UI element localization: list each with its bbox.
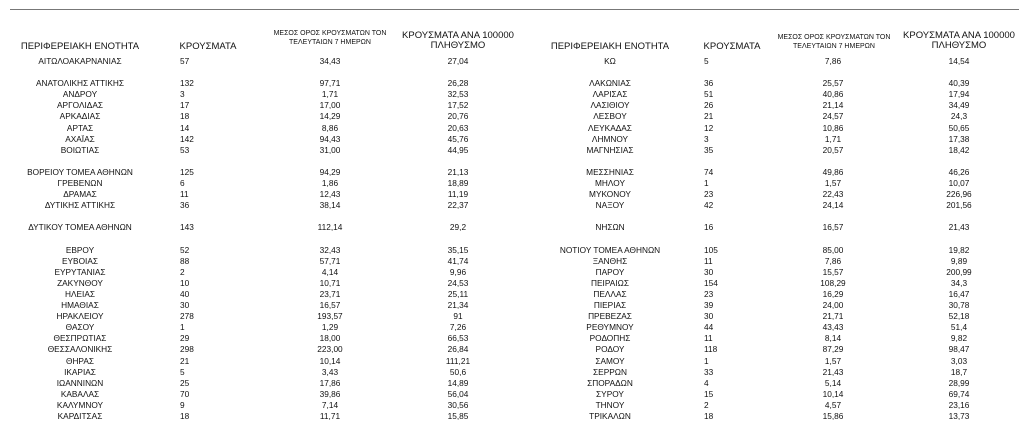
right-cases-cell: 21 [704, 111, 714, 122]
left-cases-cell: 125 [180, 166, 194, 177]
right-per-100k-cell: 30,78 [948, 300, 970, 311]
right-average-7d-cell: 4,57 [824, 399, 842, 410]
left-per-100k-cell: 32,53 [447, 89, 469, 100]
spacer-row [0, 67, 1024, 78]
right-per-100k-cell: 34,49 [948, 100, 970, 111]
left-average-7d-cell: 1,71 [321, 89, 339, 100]
table-row [0, 200, 1024, 211]
left-cases-cell: 9 [180, 399, 185, 410]
left-average-7d-cell: 8,86 [321, 122, 339, 133]
left-average-7d-cell: 94,43 [319, 133, 341, 144]
left-average-7d-cell: 97,71 [319, 78, 341, 89]
table-row [0, 78, 1024, 89]
left-region-cell: ΗΡΑΚΛΕΙΟΥ [56, 311, 104, 322]
right-per-100k-cell: 17,38 [948, 133, 970, 144]
spacer-row [0, 234, 1024, 245]
right-average-7d-cell: 20,57 [822, 144, 844, 155]
left-cases-cell: 5 [180, 366, 185, 377]
left-cases-cell: 30 [180, 300, 190, 311]
right-cases-cell: 42 [704, 200, 714, 211]
left-per-100k-cell: 21,13 [447, 166, 469, 177]
left-cases-cell: 70 [180, 388, 190, 399]
right-per-100k-cell: 46,26 [948, 166, 970, 177]
right-cases-cell: 74 [704, 166, 714, 177]
left-average-7d-cell: 23,71 [319, 288, 341, 299]
right-region-cell: ΛΗΜΝΟΥ [591, 133, 629, 144]
right-average-7d-cell: 1,57 [824, 355, 842, 366]
table-row [0, 289, 1024, 300]
right-cases-cell: 18 [704, 411, 714, 421]
left-average-7d-cell: 17,00 [319, 100, 341, 111]
right-cases-cell: 154 [704, 277, 718, 288]
right-region-cell: ΠΕΛΛΑΣ [593, 288, 627, 299]
header-per100k-left [400, 31, 516, 51]
right-region-cell: ΡΕΘΥΜΝΟΥ [586, 322, 634, 333]
left-region-cell: ΒΟΡΕΙΟΥ ΤΟΜΕΑ ΑΘΗΝΩΝ [27, 166, 133, 177]
right-region-cell: ΜΑΓΝΗΣΙΑΣ [586, 144, 634, 155]
header-per100k-right-line2: ΠΛΗΘΥΣΜΟ [931, 40, 987, 51]
right-cases-cell: 11 [704, 255, 713, 266]
left-average-7d-cell: 16,57 [319, 300, 341, 311]
right-average-7d-cell: 10,14 [822, 388, 844, 399]
left-average-7d-cell: 18,00 [319, 333, 341, 344]
right-average-7d-cell: 15,86 [822, 411, 844, 421]
data-table [0, 56, 1024, 422]
right-cases-cell: 105 [704, 244, 718, 255]
left-cases-cell: 21 [180, 355, 190, 366]
left-region-cell: ΕΥΒΟΙΑΣ [61, 255, 99, 266]
right-average-7d-cell: 25,57 [822, 78, 844, 89]
left-cases-cell: 18 [180, 111, 190, 122]
left-region-cell: ΑΝΔΡΟΥ [62, 89, 98, 100]
right-average-7d-cell: 21,43 [822, 366, 844, 377]
left-average-7d-cell: 4,14 [321, 266, 339, 277]
left-per-100k-cell: 41,74 [447, 255, 469, 266]
header-region-right: ΠΕΡΙΦΕΡΕΙΑΚΗ ΕΝΟΤΗΤΑ [550, 41, 670, 52]
left-per-100k-cell: 21,34 [447, 300, 469, 311]
right-region-cell: ΛΕΥΚΑΔΑΣ [588, 122, 632, 133]
right-region-cell: ΣΠΟΡΑΔΩΝ [587, 377, 633, 388]
right-region-cell: ΠΕΙΡΑΙΩΣ [591, 277, 629, 288]
right-region-cell: ΠΑΡΟΥ [595, 266, 625, 277]
right-cases-cell: 4 [704, 377, 709, 388]
left-per-100k-cell: 91 [453, 311, 463, 322]
right-per-100k-cell: 51,4 [950, 322, 968, 333]
right-cases-cell: 3 [704, 133, 709, 144]
left-average-7d-cell: 223,00 [317, 344, 343, 355]
spacer-row [0, 156, 1024, 167]
right-per-100k-cell: 16,47 [948, 288, 970, 299]
left-average-7d-cell: 31,00 [319, 144, 341, 155]
right-per-100k-cell: 21,43 [948, 222, 970, 233]
table-row [0, 389, 1024, 400]
right-cases-cell: 1 [704, 355, 709, 366]
left-cases-cell: 3 [180, 89, 185, 100]
table-row [0, 134, 1024, 145]
right-region-cell: ΣΑΜΟΥ [595, 355, 625, 366]
left-region-cell: ΚΑΡΔΙΤΣΑΣ [57, 411, 103, 421]
top-rule [10, 9, 1019, 10]
right-cases-cell: 12 [704, 122, 714, 133]
table-row [0, 322, 1024, 333]
left-average-7d-cell: 94,29 [319, 166, 341, 177]
table-row [0, 267, 1024, 278]
left-cases-cell: 52 [180, 244, 190, 255]
left-per-100k-cell: 14,89 [447, 377, 469, 388]
left-cases-cell: 18 [180, 411, 190, 421]
header-average-right [766, 33, 902, 51]
left-region-cell: ΔΥΤΙΚΗΣ ΑΤΤΙΚΗΣ [44, 200, 116, 211]
right-average-7d-cell: 49,86 [822, 166, 844, 177]
left-cases-cell: 142 [180, 133, 194, 144]
header-cases-left: ΚΡΟΥΣΜΑΤΑ [179, 41, 237, 52]
table-row [0, 400, 1024, 411]
left-cases-cell: 10 [180, 277, 190, 288]
right-cases-cell: 11 [704, 333, 713, 344]
right-average-7d-cell: 7,86 [824, 56, 842, 66]
right-cases-cell: 36 [704, 78, 714, 89]
left-average-7d-cell: 3,43 [321, 366, 339, 377]
left-region-cell: ΑΡΤΑΣ [66, 122, 94, 133]
left-average-7d-cell: 1,86 [321, 178, 339, 189]
right-average-7d-cell: 1,57 [824, 178, 842, 189]
right-cases-cell: 33 [704, 366, 714, 377]
left-cases-cell: 14 [180, 122, 190, 133]
table-row [0, 111, 1024, 122]
left-per-100k-cell: 18,89 [447, 178, 469, 189]
right-average-7d-cell: 7,86 [824, 255, 842, 266]
left-per-100k-cell: 11,19 [447, 189, 469, 200]
right-cases-cell: 39 [704, 300, 714, 311]
left-per-100k-cell: 45,76 [447, 133, 469, 144]
right-region-cell: ΞΑΝΘΗΣ [592, 255, 628, 266]
left-cases-cell: 36 [180, 200, 190, 211]
table-row [0, 256, 1024, 267]
left-cases-cell: 57 [180, 56, 190, 66]
spacer-row [0, 211, 1024, 222]
left-region-cell: ΙΩΑΝΝΙΝΩΝ [56, 377, 104, 388]
left-region-cell: ΗΛΕΙΑΣ [64, 288, 96, 299]
left-average-7d-cell: 34,43 [319, 56, 341, 66]
right-per-100k-cell: 24,3 [950, 111, 968, 122]
right-average-7d-cell: 16,29 [822, 288, 844, 299]
left-cases-cell: 11 [180, 189, 189, 200]
left-cases-cell: 40 [180, 288, 190, 299]
left-region-cell: ΘΕΣΣΑΛΟΝΙΚΗΣ [47, 344, 113, 355]
left-region-cell: ΑΡΓΟΛΙΔΑΣ [57, 100, 103, 111]
table-row [0, 378, 1024, 389]
left-per-100k-cell: 35,15 [447, 244, 469, 255]
right-per-100k-cell: 28,99 [948, 377, 970, 388]
left-per-100k-cell: 27,04 [447, 56, 469, 66]
left-per-100k-cell: 56,04 [447, 388, 469, 399]
right-region-cell: ΤΡΙΚΑΛΩΝ [589, 411, 631, 421]
left-per-100k-cell: 22,37 [447, 200, 469, 211]
left-average-7d-cell: 38,14 [319, 200, 341, 211]
right-cases-cell: 5 [704, 56, 709, 66]
right-average-7d-cell: 87,29 [822, 344, 844, 355]
left-average-7d-cell: 193,57 [317, 311, 343, 322]
right-per-100k-cell: 9,89 [950, 255, 968, 266]
right-cases-cell: 26 [704, 100, 714, 111]
left-region-cell: ΑΧΑΪΑΣ [65, 133, 95, 144]
table-row [0, 245, 1024, 256]
right-region-cell: ΝΑΞΟΥ [595, 200, 625, 211]
right-region-cell: ΤΗΝΟΥ [595, 399, 625, 410]
right-region-cell: ΝΗΣΩΝ [595, 222, 625, 233]
left-region-cell: ΒΟΙΩΤΙΑΣ [60, 144, 100, 155]
left-average-7d-cell: 17,86 [319, 377, 341, 388]
right-average-7d-cell: 5,14 [824, 377, 842, 388]
left-per-100k-cell: 44,95 [447, 144, 469, 155]
left-region-cell: ΚΑΒΑΛΑΣ [60, 388, 100, 399]
right-per-100k-cell: 19,82 [948, 244, 970, 255]
left-region-cell: ΘΗΡΑΣ [65, 355, 95, 366]
right-per-100k-cell: 69,74 [948, 388, 970, 399]
right-average-7d-cell: 24,57 [822, 111, 844, 122]
header-average-left-line2: ΤΕΛΕΥΤΑΙΩΝ 7 ΗΜΕΡΩΝ [289, 39, 371, 46]
right-average-7d-cell: 10,86 [822, 122, 844, 133]
left-cases-cell: 2 [180, 266, 185, 277]
right-average-7d-cell: 43,43 [822, 322, 844, 333]
right-region-cell: ΚΩ [604, 56, 616, 66]
right-region-cell: ΜΗΛΟΥ [595, 178, 625, 189]
left-per-100k-cell: 20,76 [447, 111, 469, 122]
right-average-7d-cell: 40,86 [822, 89, 844, 100]
right-per-100k-cell: 3,03 [950, 355, 968, 366]
table-row [0, 123, 1024, 134]
right-cases-cell: 23 [704, 288, 714, 299]
right-cases-cell: 23 [704, 189, 714, 200]
left-per-100k-cell: 15,85 [447, 411, 469, 421]
left-per-100k-cell: 26,28 [447, 78, 469, 89]
table-row [0, 56, 1024, 67]
left-cases-cell: 88 [180, 255, 190, 266]
left-region-cell: ΑΙΤΩΛΟΑΚΑΡΝΑΝΙΑΣ [38, 56, 122, 66]
left-per-100k-cell: 30,56 [447, 399, 469, 410]
left-cases-cell: 298 [180, 344, 194, 355]
left-region-cell: ΔΡΑΜΑΣ [63, 189, 97, 200]
right-per-100k-cell: 226,96 [946, 189, 972, 200]
right-average-7d-cell: 21,71 [822, 311, 844, 322]
left-per-100k-cell: 17,52 [447, 100, 469, 111]
right-per-100k-cell: 52,18 [948, 311, 970, 322]
left-average-7d-cell: 39,86 [319, 388, 341, 399]
left-cases-cell: 6 [180, 178, 185, 189]
right-per-100k-cell: 10,07 [948, 178, 970, 189]
left-cases-cell: 29 [180, 333, 190, 344]
left-per-100k-cell: 20,63 [447, 122, 469, 133]
table-row [0, 100, 1024, 111]
left-region-cell: ΖΑΚΥΝΘΟΥ [57, 277, 103, 288]
left-per-100k-cell: 50,6 [449, 366, 467, 377]
right-region-cell: ΠΡΕΒΕΖΑΣ [588, 311, 632, 322]
left-average-7d-cell: 112,14 [317, 222, 343, 233]
left-region-cell: ΙΚΑΡΙΑΣ [64, 366, 96, 377]
header-per100k-left-line1: ΚΡΟΥΣΜΑΤΑ ΑΝΑ 100000 [402, 30, 514, 41]
table-row [0, 367, 1024, 378]
table-row [0, 178, 1024, 189]
right-per-100k-cell: 201,56 [946, 200, 972, 211]
left-region-cell: ΘΕΣΠΡΩΤΙΑΣ [53, 333, 107, 344]
left-per-100k-cell: 26,84 [447, 344, 469, 355]
right-average-7d-cell: 16,57 [822, 222, 844, 233]
left-per-100k-cell: 7,26 [449, 322, 467, 333]
right-cases-cell: 1 [704, 178, 709, 189]
right-region-cell: ΡΟΔΟΥ [595, 344, 625, 355]
right-average-7d-cell: 1,71 [824, 133, 842, 144]
right-average-7d-cell: 21,14 [822, 100, 844, 111]
table-row [0, 145, 1024, 156]
left-per-100k-cell: 29,2 [449, 222, 467, 233]
left-per-100k-cell: 66,53 [447, 333, 469, 344]
right-cases-cell: 30 [704, 266, 714, 277]
header-average-left [262, 29, 398, 47]
right-region-cell: ΛΕΣΒΟΥ [593, 111, 627, 122]
right-average-7d-cell: 8,14 [824, 333, 842, 344]
left-region-cell: ΔΥΤΙΚΟΥ ΤΟΜΕΑ ΑΘΗΝΩΝ [28, 222, 132, 233]
left-region-cell: ΚΑΛΥΜΝΟΥ [56, 399, 104, 410]
left-region-cell: ΕΥΡΥΤΑΝΙΑΣ [54, 266, 106, 277]
left-average-7d-cell: 1,29 [321, 322, 339, 333]
left-region-cell: ΘΑΣΟΥ [65, 322, 95, 333]
right-cases-cell: 30 [704, 311, 714, 322]
right-average-7d-cell: 24,14 [822, 200, 844, 211]
right-cases-cell: 118 [704, 344, 718, 355]
left-cases-cell: 278 [180, 311, 194, 322]
left-average-7d-cell: 32,43 [319, 244, 341, 255]
right-per-100k-cell: 14,54 [948, 56, 970, 66]
left-cases-cell: 1 [180, 322, 185, 333]
table-row [0, 356, 1024, 367]
right-region-cell: ΝΟΤΙΟΥ ΤΟΜΕΑ ΑΘΗΝΩΝ [559, 244, 661, 255]
table-row [0, 189, 1024, 200]
left-region-cell: ΕΒΡΟΥ [65, 244, 95, 255]
table-row [0, 278, 1024, 289]
header-per100k-left-line2: ΠΛΗΘΥΣΜΟ [430, 40, 486, 51]
right-region-cell: ΠΙΕΡΙΑΣ [593, 300, 627, 311]
left-average-7d-cell: 14,29 [319, 111, 341, 122]
table-row [0, 344, 1024, 355]
right-region-cell: ΜΕΣΣΗΝΙΑΣ [586, 166, 634, 177]
left-region-cell: ΑΝΑΤΟΛΙΚΗΣ ΑΤΤΙΚΗΣ [35, 78, 125, 89]
table-row [0, 311, 1024, 322]
left-cases-cell: 25 [180, 377, 190, 388]
right-per-100k-cell: 18,7 [950, 366, 968, 377]
right-region-cell: ΛΑΡΙΣΑΣ [592, 89, 628, 100]
left-region-cell: ΓΡΕΒΕΝΩΝ [57, 178, 103, 189]
header-average-right-line1: ΜΕΣΟΣ ΟΡΟΣ ΚΡΟΥΣΜΑΤΩΝ ΤΟΝ [777, 34, 891, 41]
left-cases-cell: 143 [180, 222, 194, 233]
right-cases-cell: 2 [704, 399, 709, 410]
right-per-100k-cell: 40,39 [948, 78, 970, 89]
left-per-100k-cell: 24,53 [447, 277, 469, 288]
table-row [0, 167, 1024, 178]
right-cases-cell: 15 [704, 388, 714, 399]
left-average-7d-cell: 12,43 [319, 189, 341, 200]
right-per-100k-cell: 50,65 [948, 122, 970, 133]
left-average-7d-cell: 7,14 [321, 399, 339, 410]
left-region-cell: ΑΡΚΑΔΙΑΣ [59, 111, 101, 122]
right-per-100k-cell: 200,99 [946, 266, 972, 277]
right-region-cell: ΛΑΣΙΘΙΟΥ [590, 100, 630, 111]
header-per100k-right [900, 31, 1018, 51]
header-average-right-line2: ΤΕΛΕΥΤΑΙΩΝ 7 ΗΜΕΡΩΝ [793, 43, 875, 50]
left-per-100k-cell: 25,11 [447, 288, 469, 299]
right-average-7d-cell: 22,43 [822, 189, 844, 200]
right-average-7d-cell: 24,00 [822, 300, 844, 311]
header-region-left: ΠΕΡΙΦΕΡΕΙΑΚΗ ΕΝΟΤΗΤΑ [20, 41, 140, 52]
right-cases-cell: 44 [704, 322, 714, 333]
right-cases-cell: 16 [704, 222, 714, 233]
right-average-7d-cell: 85,00 [822, 244, 844, 255]
right-per-100k-cell: 9,82 [950, 333, 968, 344]
right-region-cell: ΣΥΡΟΥ [596, 388, 624, 399]
right-per-100k-cell: 23,16 [948, 399, 970, 410]
left-cases-cell: 17 [180, 100, 190, 111]
left-cases-cell: 53 [180, 144, 190, 155]
left-average-7d-cell: 10,14 [319, 355, 341, 366]
right-cases-cell: 35 [704, 144, 714, 155]
left-average-7d-cell: 57,71 [319, 255, 341, 266]
right-region-cell: ΡΟΔΟΠΗΣ [589, 333, 631, 344]
table-row [0, 333, 1024, 344]
right-region-cell: ΜΥΚΟΝΟΥ [589, 189, 631, 200]
right-per-100k-cell: 13,73 [948, 411, 970, 421]
left-cases-cell: 132 [180, 78, 194, 89]
right-per-100k-cell: 18,42 [948, 144, 970, 155]
left-per-100k-cell: 111,21 [445, 355, 471, 366]
left-region-cell: ΗΜΑΘΙΑΣ [61, 300, 99, 311]
left-average-7d-cell: 11,71 [319, 411, 341, 421]
right-per-100k-cell: 34,3 [950, 277, 968, 288]
table-row [0, 89, 1024, 100]
header-per100k-right-line1: ΚΡΟΥΣΜΑΤΑ ΑΝΑ 100000 [903, 30, 1015, 41]
right-cases-cell: 51 [704, 89, 714, 100]
table-row [0, 411, 1024, 422]
table-row [0, 300, 1024, 311]
table-row [0, 222, 1024, 233]
right-average-7d-cell: 15,57 [822, 266, 844, 277]
left-per-100k-cell: 9,96 [449, 266, 467, 277]
right-region-cell: ΛΑΚΩΝΙΑΣ [589, 78, 631, 89]
right-average-7d-cell: 108,29 [820, 277, 846, 288]
left-average-7d-cell: 10,71 [319, 277, 341, 288]
right-per-100k-cell: 98,47 [948, 344, 970, 355]
header-cases-right: ΚΡΟΥΣΜΑΤΑ [703, 41, 761, 52]
right-per-100k-cell: 17,94 [948, 89, 970, 100]
header-average-left-line1: ΜΕΣΟΣ ΟΡΟΣ ΚΡΟΥΣΜΑΤΩΝ ΤΟΝ [273, 30, 387, 37]
right-region-cell: ΣΕΡΡΩΝ [593, 366, 627, 377]
